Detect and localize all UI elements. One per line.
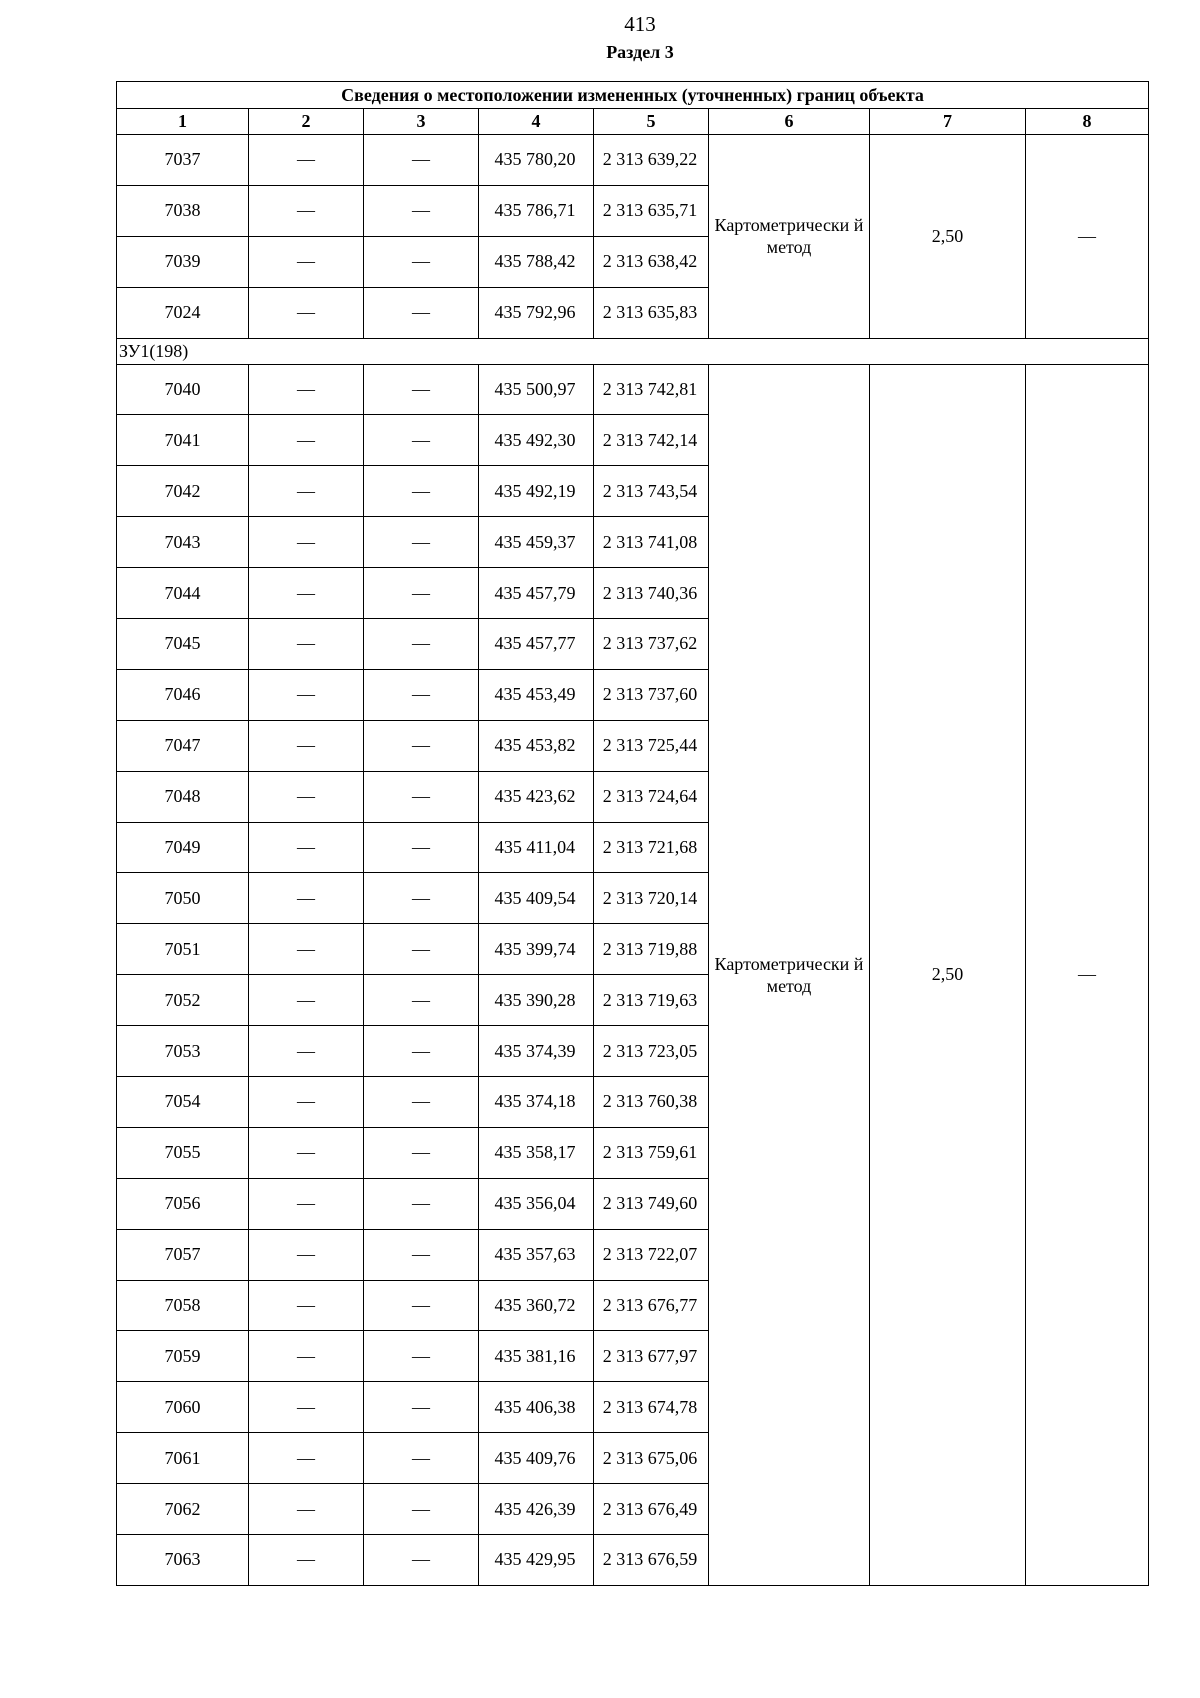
x-coordinate-cell: 435 459,37 xyxy=(479,517,594,568)
y-coordinate-cell: 2 313 742,14 xyxy=(594,415,709,466)
x-coordinate-cell: 435 390,28 xyxy=(479,975,594,1026)
dash-text: — xyxy=(297,149,315,170)
dash-text: — xyxy=(412,1396,430,1417)
dash-text: — xyxy=(412,1142,430,1163)
empty-value-cell xyxy=(249,236,364,287)
empty-value-cell xyxy=(249,1535,364,1586)
point-number-cell: 7055 xyxy=(117,1127,249,1178)
dash-text: — xyxy=(297,1396,315,1417)
empty-value-cell xyxy=(364,924,479,975)
empty-value-cell xyxy=(364,568,479,619)
dash-text: — xyxy=(412,379,430,399)
page-number: 413 xyxy=(624,12,656,36)
y-coordinate-cell: 2 313 674,78 xyxy=(594,1382,709,1433)
y-coordinate-cell: 2 313 742,81 xyxy=(594,364,709,415)
empty-value-cell xyxy=(364,619,479,670)
empty-value-cell xyxy=(364,720,479,771)
empty-value-cell xyxy=(364,517,479,568)
point-number-cell: 7062 xyxy=(117,1484,249,1535)
dash-text: — xyxy=(297,1447,315,1468)
point-number-cell: 7059 xyxy=(117,1331,249,1382)
point-number-cell: 7051 xyxy=(117,924,249,975)
empty-value-cell xyxy=(364,466,479,517)
dash-text: — xyxy=(412,302,430,323)
column-number-3: 3 xyxy=(364,109,479,135)
x-coordinate-cell: 435 374,39 xyxy=(479,1026,594,1077)
empty-value-cell xyxy=(364,1535,479,1586)
y-coordinate-cell: 2 313 719,63 xyxy=(594,975,709,1026)
x-coordinate-cell: 435 357,63 xyxy=(479,1229,594,1280)
y-coordinate-cell: 2 313 635,71 xyxy=(594,185,709,236)
x-coordinate-cell: 435 358,17 xyxy=(479,1127,594,1178)
y-coordinate-cell: 2 313 677,97 xyxy=(594,1331,709,1382)
empty-value-cell xyxy=(249,924,364,975)
point-number-cell: 7024 xyxy=(117,287,249,338)
point-number-cell: 7041 xyxy=(117,415,249,466)
column-number-1: 1 xyxy=(117,109,249,135)
x-coordinate-cell: 435 411,04 xyxy=(479,822,594,873)
empty-value-cell xyxy=(364,1026,479,1077)
table-body xyxy=(117,135,1149,1586)
dash-text: — xyxy=(412,149,430,170)
dash-text: — xyxy=(412,938,430,959)
empty-value-cell xyxy=(364,1178,479,1229)
dash-text: — xyxy=(412,887,430,908)
y-coordinate-cell: 2 313 723,05 xyxy=(594,1026,709,1077)
x-coordinate-cell: 435 409,54 xyxy=(479,873,594,924)
y-coordinate-cell: 2 313 759,61 xyxy=(594,1127,709,1178)
column-number-6: 6 xyxy=(709,109,870,135)
y-coordinate-cell: 2 313 737,62 xyxy=(594,619,709,670)
dash-text: — xyxy=(297,1345,315,1366)
group-label: ЗУ1(198) xyxy=(117,338,1149,364)
dash-text: — xyxy=(297,938,315,959)
section-title: Раздел 3 xyxy=(606,42,674,62)
empty-value-cell xyxy=(249,822,364,873)
dash-text: — xyxy=(412,735,430,756)
point-number-cell: 7046 xyxy=(117,669,249,720)
dash-text: — xyxy=(297,1498,315,1519)
table-caption: Сведения о местоположении измененных (уточненных) границ объекта xyxy=(117,82,1149,109)
dash-text: — xyxy=(297,684,315,705)
dash-text: — xyxy=(412,531,430,552)
dash-text: — xyxy=(412,684,430,705)
x-coordinate-cell: 435 500,97 xyxy=(479,364,594,415)
y-coordinate-cell: 2 313 737,60 xyxy=(594,669,709,720)
x-coordinate-cell: 435 492,19 xyxy=(479,466,594,517)
empty-value-cell xyxy=(364,364,479,415)
dash-text: — xyxy=(297,200,315,221)
empty-value-cell xyxy=(364,236,479,287)
y-coordinate-cell: 2 313 676,77 xyxy=(594,1280,709,1331)
x-coordinate-cell: 435 453,49 xyxy=(479,669,594,720)
x-coordinate-cell: 435 374,18 xyxy=(479,1077,594,1128)
empty-value-cell xyxy=(249,1127,364,1178)
column-number-8: 8 xyxy=(1026,109,1149,135)
column-numbers-row xyxy=(117,109,1149,135)
y-coordinate-cell: 2 313 760,38 xyxy=(594,1077,709,1128)
dash-text: — xyxy=(297,531,315,552)
point-number-cell: 7044 xyxy=(117,568,249,619)
column-number-4: 4 xyxy=(479,109,594,135)
dash-text: — xyxy=(297,1040,315,1061)
point-number-cell: 7039 xyxy=(117,236,249,287)
table-row xyxy=(117,135,1149,186)
x-coordinate-cell: 435 381,16 xyxy=(479,1331,594,1382)
empty-value-cell xyxy=(249,466,364,517)
dash-text: — xyxy=(412,1345,430,1366)
dash-text: — xyxy=(412,1447,430,1468)
y-coordinate-cell: 2 313 741,08 xyxy=(594,517,709,568)
empty-value-cell xyxy=(249,1229,364,1280)
empty-value-cell xyxy=(249,1433,364,1484)
accuracy-cell: 2,50 xyxy=(870,364,1026,1585)
dash-text: — xyxy=(412,633,430,654)
dash-text: — xyxy=(412,989,430,1010)
x-coordinate-cell: 435 429,95 xyxy=(479,1535,594,1586)
x-coordinate-cell: 435 788,42 xyxy=(479,236,594,287)
point-number-cell: 7056 xyxy=(117,1178,249,1229)
empty-value-cell xyxy=(249,287,364,338)
empty-value-cell xyxy=(249,720,364,771)
empty-value-cell xyxy=(249,1280,364,1331)
dash-text: — xyxy=(412,837,430,858)
dash-text: — xyxy=(297,1549,315,1570)
empty-value-cell xyxy=(364,1229,479,1280)
empty-value-cell xyxy=(364,873,479,924)
x-coordinate-cell: 435 406,38 xyxy=(479,1382,594,1433)
y-coordinate-cell: 2 313 721,68 xyxy=(594,822,709,873)
x-coordinate-cell: 435 453,82 xyxy=(479,720,594,771)
empty-value-cell xyxy=(249,771,364,822)
point-number-cell: 7060 xyxy=(117,1382,249,1433)
column-number-7: 7 xyxy=(870,109,1026,135)
point-number-cell: 7037 xyxy=(117,135,249,186)
empty-value-cell xyxy=(364,185,479,236)
dash-text: — xyxy=(297,1244,315,1265)
empty-value-cell xyxy=(249,415,364,466)
point-number-cell: 7040 xyxy=(117,364,249,415)
y-coordinate-cell: 2 313 676,49 xyxy=(594,1484,709,1535)
dash-text: — xyxy=(297,1193,315,1214)
point-number-cell: 7053 xyxy=(117,1026,249,1077)
x-coordinate-cell: 435 492,30 xyxy=(479,415,594,466)
empty-value-cell xyxy=(249,669,364,720)
x-coordinate-cell: 435 792,96 xyxy=(479,287,594,338)
dash-text: — xyxy=(297,1142,315,1163)
y-coordinate-cell: 2 313 638,42 xyxy=(594,236,709,287)
dash-text: — xyxy=(297,302,315,323)
dash-text: — xyxy=(297,786,315,807)
empty-value-cell xyxy=(364,975,479,1026)
empty-value-cell xyxy=(249,619,364,670)
x-coordinate-cell: 435 426,39 xyxy=(479,1484,594,1535)
dash-text: — xyxy=(412,200,430,221)
y-coordinate-cell: 2 313 635,83 xyxy=(594,287,709,338)
dash-text: — xyxy=(412,1549,430,1570)
point-number-cell: 7045 xyxy=(117,619,249,670)
point-number-cell: 7063 xyxy=(117,1535,249,1586)
point-number-cell: 7054 xyxy=(117,1077,249,1128)
empty-value-cell xyxy=(249,1484,364,1535)
dash-text: — xyxy=(297,251,315,272)
empty-value-cell xyxy=(249,1331,364,1382)
dash-text: — xyxy=(297,1091,315,1112)
empty-value-cell xyxy=(249,1077,364,1128)
dash-text: — xyxy=(297,480,315,501)
empty-value-cell xyxy=(364,1433,479,1484)
empty-value-cell xyxy=(249,975,364,1026)
dash-text: — xyxy=(412,1091,430,1112)
empty-value-cell xyxy=(249,135,364,186)
x-coordinate-cell: 435 457,79 xyxy=(479,568,594,619)
dash-text: — xyxy=(412,480,430,501)
empty-value-cell xyxy=(249,1026,364,1077)
dash-text: — xyxy=(297,1295,315,1316)
accuracy-cell: 2,50 xyxy=(870,135,1026,339)
dash-text: — xyxy=(412,582,430,603)
y-coordinate-cell: 2 313 722,07 xyxy=(594,1229,709,1280)
y-coordinate-cell: 2 313 749,60 xyxy=(594,1178,709,1229)
empty-value-cell xyxy=(364,135,479,186)
dash-text: — xyxy=(297,989,315,1010)
point-number-cell: 7050 xyxy=(117,873,249,924)
coordinates-table xyxy=(116,81,1149,1586)
point-number-cell: 7047 xyxy=(117,720,249,771)
dash-text: — xyxy=(412,1295,430,1316)
point-number-cell: 7061 xyxy=(117,1433,249,1484)
y-coordinate-cell: 2 313 743,54 xyxy=(594,466,709,517)
y-coordinate-cell: 2 313 719,88 xyxy=(594,924,709,975)
dash-text: — xyxy=(412,1244,430,1265)
x-coordinate-cell: 435 399,74 xyxy=(479,924,594,975)
method-cell: Картометрически й метод xyxy=(709,364,870,1585)
dash-text: — xyxy=(297,429,315,450)
column-number-2: 2 xyxy=(249,109,364,135)
x-coordinate-cell: 435 423,62 xyxy=(479,771,594,822)
point-number-cell: 7048 xyxy=(117,771,249,822)
dash-text: — xyxy=(412,429,430,450)
y-coordinate-cell: 2 313 676,59 xyxy=(594,1535,709,1586)
empty-value-cell xyxy=(249,517,364,568)
point-number-cell: 7052 xyxy=(117,975,249,1026)
y-coordinate-cell: 2 313 740,36 xyxy=(594,568,709,619)
empty-value-cell xyxy=(249,568,364,619)
dash-text: — xyxy=(412,1193,430,1214)
group-label-row xyxy=(117,338,1149,364)
empty-value-cell xyxy=(364,822,479,873)
point-number-cell: 7038 xyxy=(117,185,249,236)
point-number-cell: 7058 xyxy=(117,1280,249,1331)
dash-text: — xyxy=(297,837,315,858)
x-coordinate-cell: 435 409,76 xyxy=(479,1433,594,1484)
x-coordinate-cell: 435 780,20 xyxy=(479,135,594,186)
dash-text: — xyxy=(412,1040,430,1061)
point-number-cell: 7049 xyxy=(117,822,249,873)
empty-value-cell xyxy=(364,1127,479,1178)
dash-text: — xyxy=(412,786,430,807)
empty-value-cell xyxy=(249,1382,364,1433)
empty-value-cell xyxy=(364,771,479,822)
method-cell: Картометрически й метод xyxy=(709,135,870,339)
x-coordinate-cell: 435 786,71 xyxy=(479,185,594,236)
dash-text: — xyxy=(297,887,315,908)
empty-value-cell xyxy=(364,1331,479,1382)
y-coordinate-cell: 2 313 639,22 xyxy=(594,135,709,186)
point-number-cell: 7057 xyxy=(117,1229,249,1280)
column-8-cell: — xyxy=(1026,364,1149,1585)
empty-value-cell xyxy=(249,873,364,924)
y-coordinate-cell: 2 313 725,44 xyxy=(594,720,709,771)
empty-value-cell xyxy=(364,1382,479,1433)
x-coordinate-cell: 435 356,04 xyxy=(479,1178,594,1229)
table-row xyxy=(117,364,1149,415)
empty-value-cell xyxy=(364,287,479,338)
dash-text: — xyxy=(297,379,315,399)
empty-value-cell xyxy=(249,185,364,236)
dash-text: — xyxy=(297,633,315,654)
y-coordinate-cell: 2 313 724,64 xyxy=(594,771,709,822)
empty-value-cell xyxy=(364,669,479,720)
empty-value-cell xyxy=(364,1077,479,1128)
column-8-cell: — xyxy=(1026,135,1149,339)
y-coordinate-cell: 2 313 720,14 xyxy=(594,873,709,924)
dash-text: — xyxy=(297,582,315,603)
point-number-cell: 7043 xyxy=(117,517,249,568)
dash-text: — xyxy=(297,735,315,756)
y-coordinate-cell: 2 313 675,06 xyxy=(594,1433,709,1484)
x-coordinate-cell: 435 457,77 xyxy=(479,619,594,670)
empty-value-cell xyxy=(364,415,479,466)
dash-text: — xyxy=(412,1498,430,1519)
dash-text: — xyxy=(412,251,430,272)
point-number-cell: 7042 xyxy=(117,466,249,517)
empty-value-cell xyxy=(364,1484,479,1535)
empty-value-cell xyxy=(364,1280,479,1331)
column-number-5: 5 xyxy=(594,109,709,135)
empty-value-cell xyxy=(249,364,364,415)
x-coordinate-cell: 435 360,72 xyxy=(479,1280,594,1331)
empty-value-cell xyxy=(249,1178,364,1229)
